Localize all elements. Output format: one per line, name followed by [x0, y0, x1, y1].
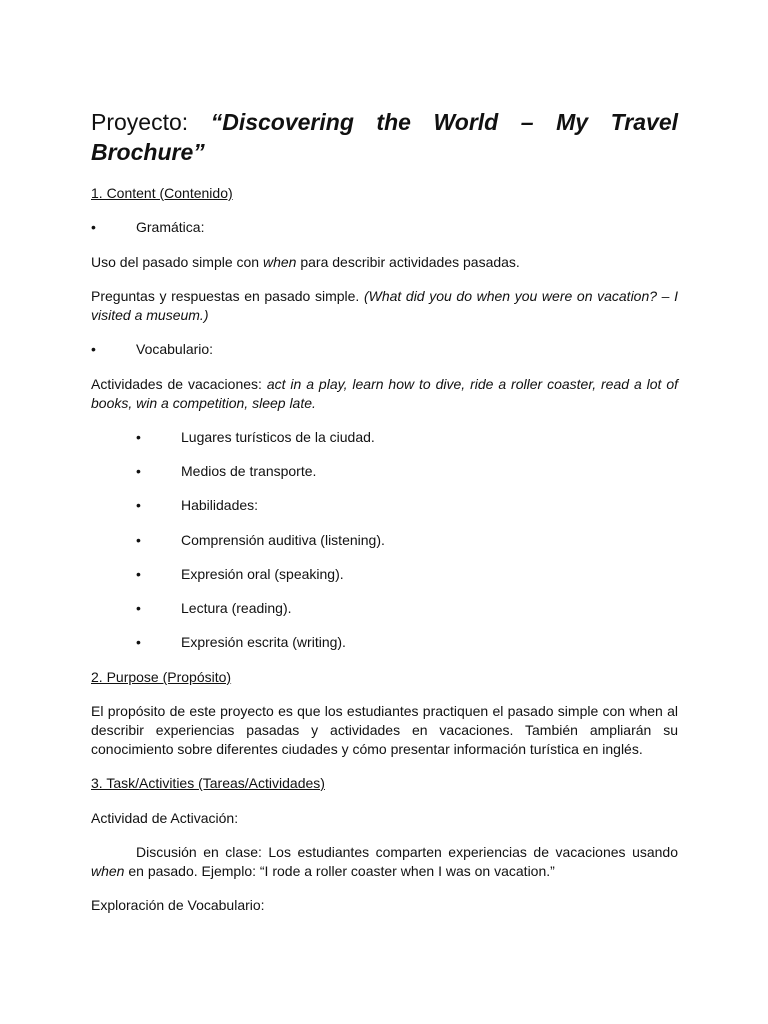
bullet-label: Gramática:: [136, 219, 205, 235]
sub-bullet-item: [91, 599, 678, 618]
grammar-line-1: [91, 253, 678, 272]
text-run: en pasado. Ejemplo: “I rode a roller coaster when I was on vacation.”: [124, 863, 555, 879]
title-prefix: Proyecto:: [91, 109, 211, 135]
sub-bullet-item: [91, 496, 678, 515]
text-run: Preguntas y respuestas en pasado simple.: [91, 288, 364, 304]
sub-bullet-item: [91, 565, 678, 584]
text-run-italic: when: [263, 254, 297, 270]
text-run-italic: act in a play, learn how to dive, ride a roller coaster, read a lot of books, win a competition, sleep late.: [91, 376, 679, 411]
sub-bullet-text: Lectura (reading).: [181, 600, 292, 616]
bullet-label: Vocabulario:: [136, 341, 214, 357]
bullet-marker: •: [136, 532, 141, 548]
bullet-marker: •: [136, 429, 141, 445]
vocabulary-line: [91, 375, 678, 413]
section-heading-content: 1. Content (Contenido): [91, 185, 233, 201]
text-run: para describir actividades pasadas.: [296, 254, 520, 270]
bullet-vocabulary: [91, 340, 678, 359]
text-run-italic: when: [91, 863, 125, 879]
bullet-marker: •: [136, 566, 141, 582]
sub-bullet-text: Expresión oral (speaking).: [181, 566, 344, 582]
sub-bullet-item: [91, 531, 678, 550]
text-run: Actividades de vacaciones:: [91, 376, 267, 392]
activation-label: Actividad de Activación:: [91, 810, 239, 826]
bullet-marker: •: [136, 600, 141, 616]
bullet-marker: •: [91, 341, 96, 357]
text-run-italic: (What did you do when you were on vacation? – I visited a museum.): [91, 288, 678, 323]
sub-bullet-text: Lugares turísticos de la ciudad.: [181, 429, 375, 445]
sub-bullet-text: Medios de transporte.: [181, 463, 317, 479]
purpose-paragraph: El propósito de este proyecto es que los estudiantes practiquen el pasado simple con when al describir experiencias pasadas y actividades en vacaciones. También ampliarán su conocimiento sobre diferentes ciudades y cómo presentar información turística en inglés.: [91, 703, 678, 757]
section-heading-purpose: 2. Purpose (Propósito): [91, 669, 232, 685]
sub-bullet-text: Habilidades:: [181, 497, 259, 513]
exploration-label: Exploración de Vocabulario:: [91, 897, 265, 913]
title-italic: “Discovering the World – My Travel Brochure”: [91, 109, 678, 165]
sub-bullet-text: Comprensión auditiva (listening).: [181, 532, 385, 548]
sub-bullet-text: Expresión escrita (writing).: [181, 634, 346, 650]
text-run: Uso del pasado simple con: [91, 254, 263, 270]
bullet-marker: •: [136, 497, 141, 513]
sub-bullet-item: [91, 462, 678, 481]
text-run: Discusión en clase: Los estudiantes comparten experiencias de vacaciones usando: [136, 844, 678, 860]
bullet-marker: •: [136, 463, 141, 479]
bullet-grammar: [91, 218, 678, 237]
grammar-line-2: [91, 287, 678, 325]
bullet-marker: •: [91, 219, 96, 235]
document-title: [91, 107, 678, 167]
sub-bullet-item: [91, 428, 678, 447]
activation-paragraph: [91, 843, 678, 881]
sub-bullet-item: [91, 633, 678, 652]
bullet-marker: •: [136, 634, 141, 650]
section-heading-tasks: 3. Task/Activities (Tareas/Actividades): [91, 775, 325, 791]
